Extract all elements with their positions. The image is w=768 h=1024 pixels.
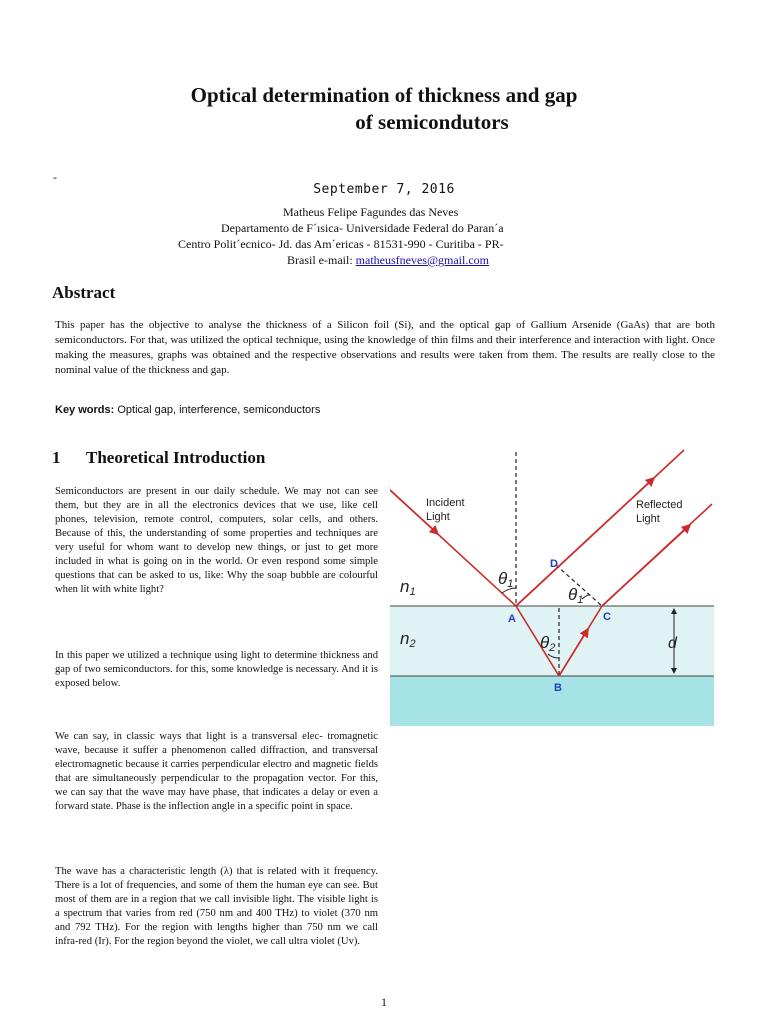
incident-label-2: Light <box>426 511 450 523</box>
reflected-label-1: Reflected <box>636 499 683 511</box>
theta1b-label: θ1 <box>568 585 584 606</box>
paper-date: September 7, 2016 <box>313 182 455 197</box>
thickness-label: d <box>668 635 677 652</box>
author-department: Departamento de F´ısica- Universidade Federal do Paran´a <box>221 221 504 235</box>
point-a-label: A <box>508 613 516 625</box>
paper-title-line1: Optical determination of thickness and gap <box>190 83 578 107</box>
n2-label: n2 <box>400 629 416 650</box>
section-heading <box>52 448 265 468</box>
thin-film-interference-diagram <box>390 448 720 728</box>
email-link[interactable]: matheusfneves@gmail.com <box>355 253 490 267</box>
theta1-label: θ1 <box>498 569 514 590</box>
email-label: Brasil e-mail: <box>287 253 356 267</box>
author-name: Matheus Felipe Fagundes das Neves <box>283 205 459 219</box>
theta2-label: θ2 <box>540 633 556 654</box>
abstract-heading: Abstract <box>52 283 116 302</box>
keywords-value: Optical gap, interference, semiconductors <box>114 404 321 416</box>
page-number: 1 <box>381 995 387 1009</box>
keywords-line <box>55 404 320 416</box>
reflected-ray-2-arrow <box>602 525 690 606</box>
author-address: Centro Polit´ecnico- Jd. das Am´ericas - 81531-990 - Curitiba - PR- <box>178 237 504 251</box>
n1-label: n1 <box>400 577 416 598</box>
paper-title-line2: of semicondutors <box>355 110 509 134</box>
reflected-label-2: Light <box>636 513 660 525</box>
reflected-ray-1-arrow <box>516 478 654 606</box>
section-paragraph-1: Semiconductors are present in our daily schedule. We may not can see them, but they are in all the electronics devices that we use, like cell phones, television, remote control, computers, solar cells, and others. Because of this, the understanding of some properties and techniques are very useful for whom want to develop new things, or just to get more included in what is going on in the world. Or even respond some simple questions that can be asked to us, like: Why the soap bubble are colourful when lit with white light? <box>55 486 378 595</box>
abstract-body: This paper has the objective to analyse the thickness of a Silicon foil (Si), and the optical gap of Gallium Arsenide (GaAs) that are both semiconductors. For that, was utilized the optical technique, using the knowledge of thin films and their interference and interaction with light. Once making the measures, graphs was obtained and the respective observations and results were taken from them. The results are really close to the nominal value of the thickness and gap. <box>55 319 715 376</box>
section-number: 1 <box>52 448 61 467</box>
section-paragraph-3: We can say, in classic ways that light is a transversal elec- tromagnetic wave, because it suffer a phenomenon called diffraction, and transversal electromagnetic because it carries perpendicular electro and magnetic fields that are simultaneously perpendicular to the propagation vector. For this, we can say that the wave may have phase, that indicates a delay or even a forward state. Phase is the inflection angle in a specific point in space. <box>55 731 378 812</box>
section-paragraph-2: In this paper we utilized a technique using light to determine thickness and gap of two semiconductors. for this, some knowledge is necessary. And it is exposed below. <box>55 650 378 689</box>
point-b-label: B <box>554 682 562 694</box>
keywords-label: Key words: <box>55 404 115 416</box>
substrate-layer <box>390 676 714 726</box>
incident-label-1: Incident <box>426 497 465 509</box>
point-c-label: C <box>603 611 611 623</box>
section-title: Theoretical Introduction <box>86 448 266 467</box>
author-email-line <box>287 252 489 268</box>
section-paragraph-4: The wave has a characteristic length (λ) that is related with it frequency. There is a lot of frequencies, and some of them the human eye can see. But most of them are in a region that we call invisible light. The visible light is a spectrum that varies from red (750 nm and 400 THz) to violet (370 nm and 792 THz). For the region with lengths higher than 750 nm we call infra-red (Ir). For the region beyond the violet, we call ultra violet (Uv). <box>55 866 378 947</box>
dash-mark: - <box>53 170 57 184</box>
point-d-label: D <box>550 558 558 570</box>
